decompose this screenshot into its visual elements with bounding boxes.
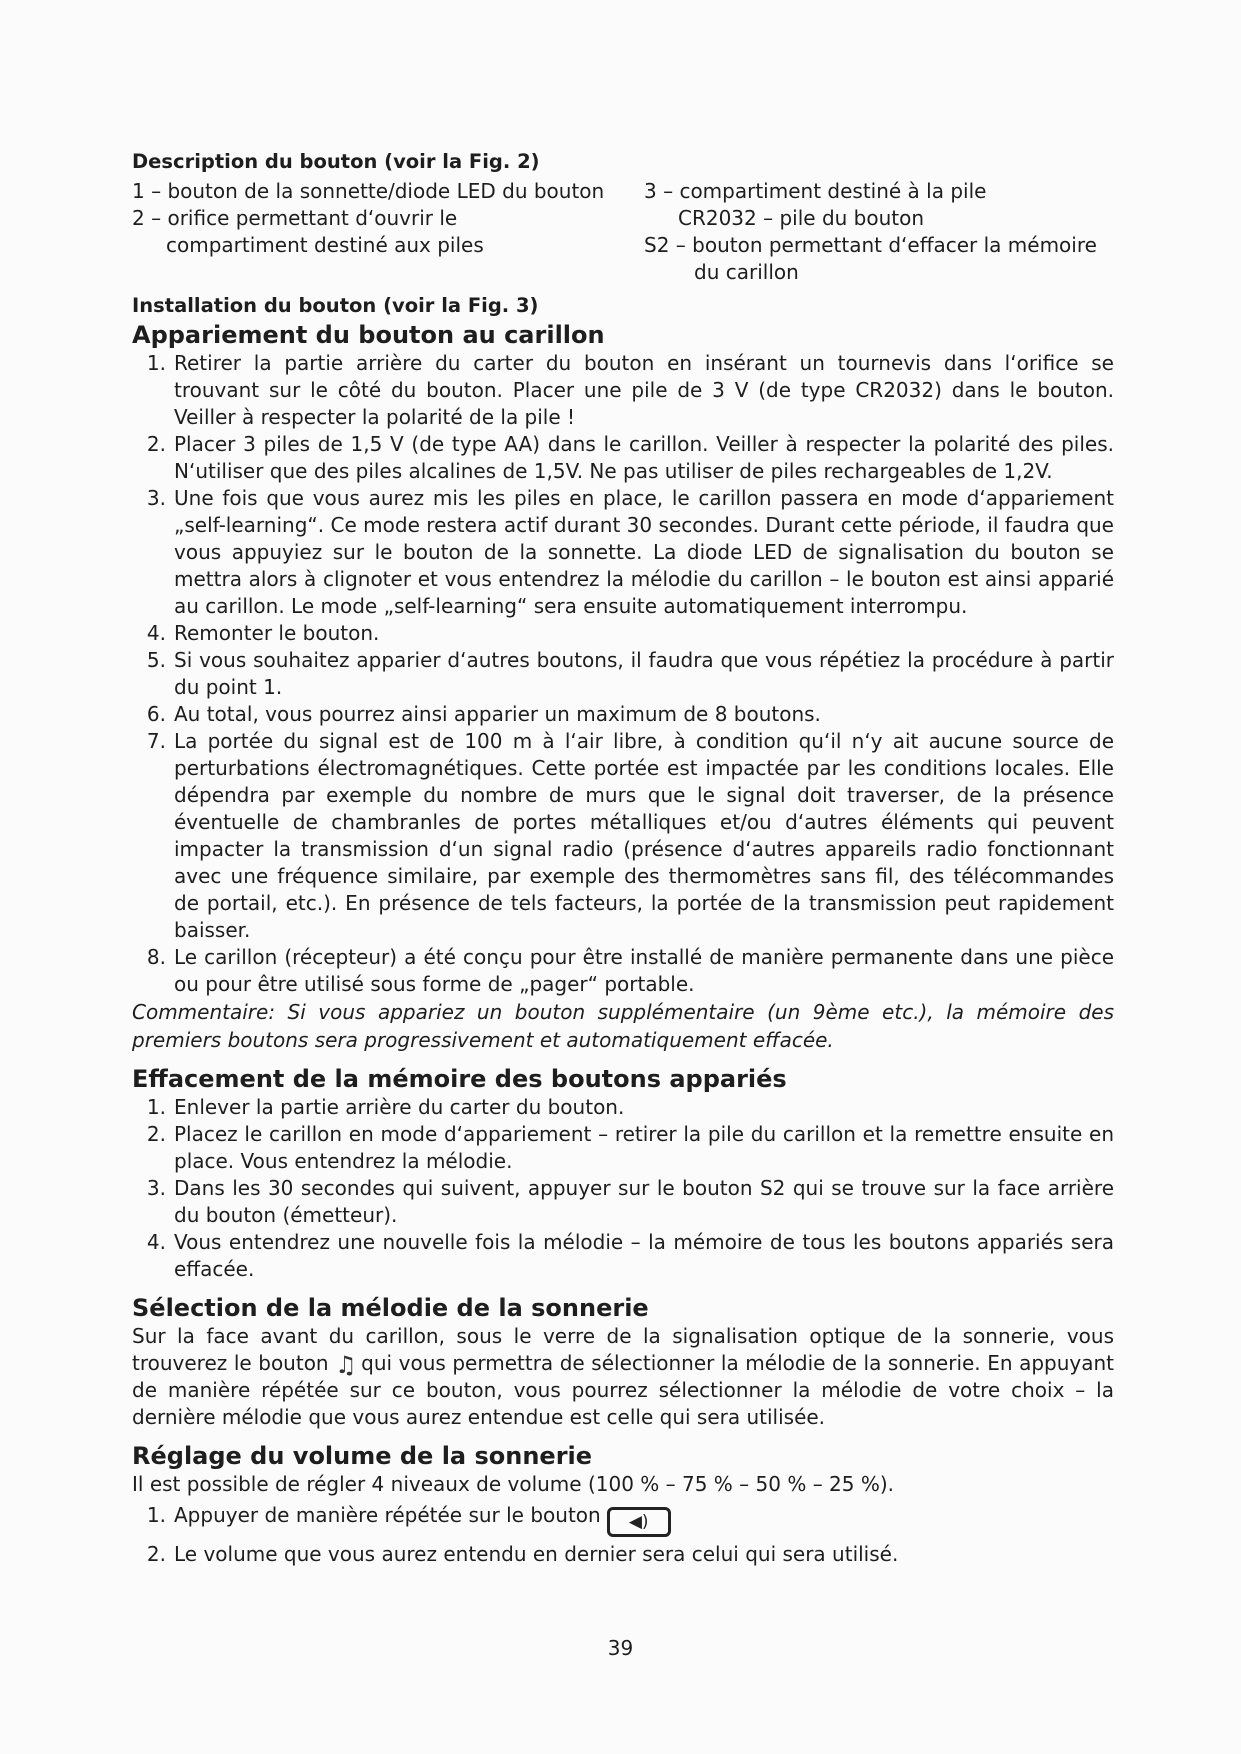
list-item [132, 944, 1114, 998]
list-item-number: 2. [146, 1542, 166, 1566]
volume-intro: Il est possible de régler 4 niveaux de volume (100 % – 75 % – 50 % – 25 %). [132, 1472, 895, 1496]
list-item-number: 1. [146, 1503, 166, 1527]
list-item [132, 647, 1114, 701]
pairing-steps [132, 350, 1114, 998]
description-left-column [132, 178, 644, 286]
list-item [132, 1229, 1114, 1283]
list-item-text: Placez le carillon en mode d‘appariement – retirer la pile du carillon et la remettre ensuite en place. Vous entendrez la mélodie. [174, 1122, 1114, 1173]
list-item [132, 1094, 1114, 1121]
description-item-continuation: compartiment destiné aux piles [166, 233, 484, 257]
list-item [132, 620, 1114, 647]
list-item-text: Une fois que vous aurez mis les piles en place, le carillon passera en mode d‘appariement „self-learning“. Ce mode restera actif durant 30 secondes. Durant cette période, il faudra que vous appuyiez sur le bouton de la sonnette. La diode LED de signalisation du bouton se mettra alors à clignoter et vous entendrez la mélodie du carillon – le bouton est ainsi apparié au carillon. Le mode „self-learning“ sera ensuite automatiquement interrompu. [174, 486, 1114, 618]
pairing-title: Appariement du bouton au carillon [132, 321, 605, 349]
list-item-text: Appuyer de manière répétée sur le bouton [174, 1503, 601, 1527]
list-item-text: Remonter le bouton. [174, 621, 380, 645]
list-item-text: Le volume que vous aurez entendu en dernier sera celui qui sera utilisé. [174, 1542, 899, 1566]
description-right-column [644, 178, 1114, 286]
erase-steps [132, 1094, 1114, 1283]
description-item-continuation: CR2032 – pile du bouton [678, 206, 925, 230]
description-item [644, 178, 1114, 205]
description-item [132, 205, 644, 232]
description-title: Description du bouton (voir la Fig. 2) [132, 150, 540, 173]
description-item-number: 3 – [644, 179, 680, 203]
list-item-number: 1. [146, 1095, 166, 1119]
description-list [132, 178, 1114, 286]
description-item-number: 1 – [132, 179, 168, 203]
list-item-number: 6. [146, 702, 166, 726]
description-item-number: 2 – [132, 206, 168, 230]
description-item [132, 178, 644, 205]
list-item [132, 485, 1114, 620]
list-item-text: Au total, vous pourrez ainsi apparier un maximum de 8 boutons. [174, 702, 821, 726]
melody-pre-icon: le bouton [233, 1351, 336, 1375]
list-item-number: 5. [146, 648, 166, 672]
list-item [132, 350, 1114, 431]
melody-title: Sélection de la mélodie de la sonnerie [132, 1294, 649, 1322]
list-item-text: Retirer la partie arrière du carter du bouton en insérant un tournevis dans l‘orifice se trouvant sur le côté du bouton. Placer une pile de 3 V (de type CR2032) dans le bouton. Veiller à respecter la polarité de la pile ! [174, 351, 1114, 429]
volume-title: Réglage du volume de la sonnerie [132, 1442, 593, 1470]
description-item-text: bouton permettant d‘effacer la mémoire [692, 233, 1097, 257]
pairing-comment: Commentaire: Si vous appariez un bouton supplémentaire (un 9ème etc.), la mémoire des premiers boutons sera progressivement et automatiquement effacée. [132, 1000, 1114, 1052]
list-item [132, 1502, 1114, 1537]
melody-post-icon: qui vous permettra de sélectionner la mélodie de la sonnerie. En appuyant de manière répétée sur ce bouton, vous pourrez sélectionner la mélodie de votre choix – la dernière mélodie que vous aurez entendue est celle qui sera utilisée. [132, 1351, 1115, 1429]
list-item-text: Vous entendrez une nouvelle fois la mélodie – la mémoire de tous les boutons appariés sera effacée. [174, 1230, 1114, 1281]
list-item-text: Si vous souhaitez apparier d‘autres boutons, il faudra que vous répétiez la procédure à partir du point 1. [174, 648, 1114, 699]
list-item-number: 8. [146, 945, 166, 969]
list-item-number: 2. [146, 1122, 166, 1146]
list-item-number: 2. [146, 432, 166, 456]
page-number: 39 [607, 1636, 634, 1660]
speaker-icon: ◀) [607, 1507, 671, 1537]
list-item [132, 1121, 1114, 1175]
melody-line1: Sur la face avant du carillon, sous le verre de la signalisation optique de la sonnerie, vous trouverez [132, 1324, 1114, 1375]
volume-steps [132, 1502, 1114, 1568]
list-item [132, 701, 1114, 728]
erase-title: Effacement de la mémoire des boutons appariés [132, 1065, 787, 1093]
list-item-number: 4. [146, 621, 166, 645]
list-item-number: 7. [146, 729, 166, 753]
list-item-number: 4. [146, 1230, 166, 1254]
installation-title: Installation du bouton (voir la Fig. 3) [132, 294, 539, 317]
page-content [132, 148, 1114, 1568]
list-item-number: 3. [146, 486, 166, 510]
description-item-text: orifice permettant d‘ouvrir le [167, 206, 458, 230]
list-item [132, 431, 1114, 485]
description-item [644, 232, 1114, 259]
description-item-continuation: du carillon [694, 260, 799, 284]
list-item-text: Le carillon (récepteur) a été conçu pour être installé de manière permanente dans une pièce ou pour être utilisé sous forme de „pager“ portable. [174, 945, 1114, 996]
list-item-text: Placer 3 piles de 1,5 V (de type AA) dans le carillon. Veiller à respecter la polarité des piles. N‘utiliser que des piles alcalines de 1,5V. Ne pas utiliser de piles rechargeables de 1,2V. [174, 432, 1114, 483]
list-item [132, 1541, 1114, 1568]
list-item-text: Dans les 30 secondes qui suivent, appuyer sur le bouton S2 qui se trouve sur la face arrière du bouton (émetteur). [174, 1176, 1114, 1227]
list-item-number: 3. [146, 1176, 166, 1200]
list-item-number: 1. [146, 351, 166, 375]
description-item-number: S2 – [644, 233, 693, 257]
description-item-text: bouton de la sonnette/diode LED du bouton [167, 179, 605, 203]
list-item [132, 1175, 1114, 1229]
list-item-text: La portée du signal est de 100 m à l‘air libre, à condition qu‘il n‘y ait aucune source de perturbations électromagnétiques. Cette portée est impactée par les conditions locales. Elle dépendra par exemple du nombre de murs que le signal doit traverser, de la présence éventuelle de chambranles de portes métalliques et/ou d‘autres éléments qui peuvent impacter la transmission d‘un signal radio (présence d‘autres appareils radio fonctionnant avec une fréquence similaire, par exemple des thermomètres sans fil, des télécommandes de portail, etc.). En présence de tels facteurs, la portée de la transmission peut rapidement baisser. [174, 729, 1114, 942]
list-item-text: Enlever la partie arrière du carter du bouton. [174, 1095, 625, 1119]
list-item [132, 728, 1114, 944]
melody-paragraph [132, 1323, 1114, 1431]
music-note-icon: ♫ [335, 1351, 357, 1379]
description-item-text: compartiment destiné à la pile [679, 179, 987, 203]
